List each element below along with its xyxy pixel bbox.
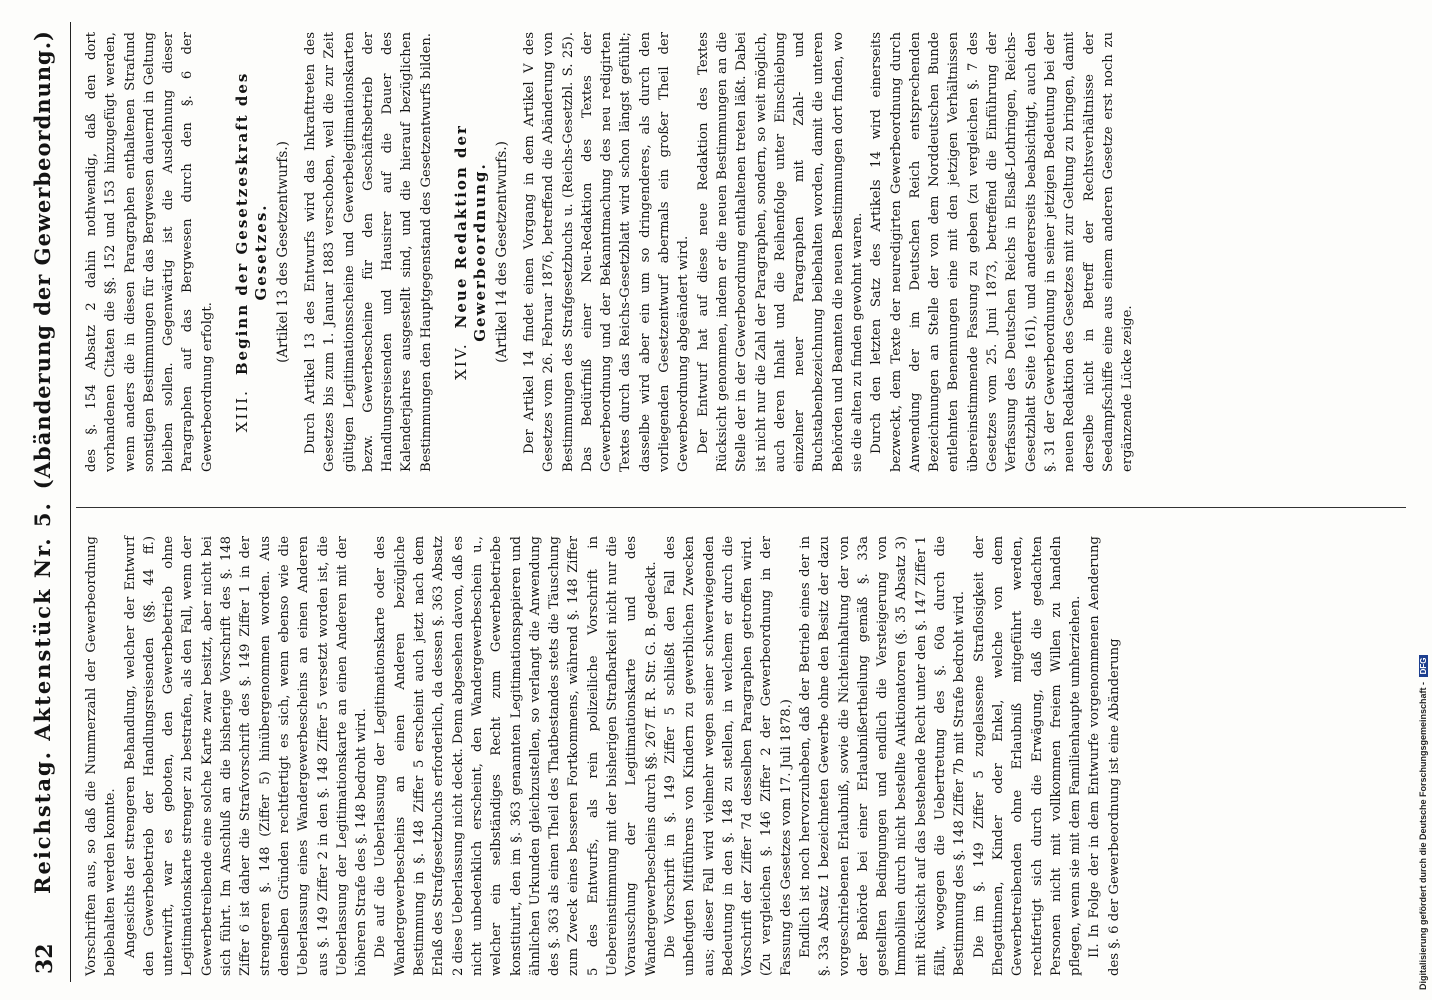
section-subtitle: (Artikel 13 des Gesetzentwurfs.) <box>274 141 291 363</box>
digitization-credit <box>1418 250 1430 990</box>
paragraph: Durch Artikel 13 des Entwurfs wird das Inkrafttreten des Gesetzes bis zum 1. Januar 1883 verschoben, weil die zur Zeit gültigen Legitimationsscheine und Gewerbelegitimationskarten bezw. Gewerbescheine für den Geschäftsbetrieb der Handlungsreisenden und Hausirer auf die Dauer des Kalenderjahres ausgestellt sind, und die hierauf bezüglichen Bestimmungen den Hauptgegenstand des Gesetzentwurfs bilden. <box>302 32 434 472</box>
section-heading-xiii <box>233 32 272 472</box>
column-divider <box>76 507 1406 508</box>
section-subtitle: (Artikel 14 des Gesetzentwurfs.) <box>493 141 510 363</box>
paragraph: Der Entwurf hat auf diese neue Redaktion des Textes Rücksicht genommen, indem er die neuen Bestimmungen an die Stelle der in der Gewerbeordnung enthaltenen treten läßt. Dabei ist nicht nur die Zahl der Paragraphen, sondern, so weit möglich, auch deren Inhalt und die Reihenfolge unter Einschiebung einzelner neuer Paragraphen mit Zahl- und Buchstabenbezeichnung beibehalten worden, damit die unteren Behörden und Beamten die neuen Bestimmungen dort finden, wo sie die alten zu finden gewohnt waren. <box>695 32 865 472</box>
paragraph: Vorschriften aus, so daß die Nummerzahl der Gewerbeordnung beibehalten werden konnte. <box>84 536 119 976</box>
dfg-logo: DFG <box>1419 655 1428 678</box>
paragraph: Der Artikel 14 findet einen Vorgang in dem Artikel V des Gesetzes vom 26. Februar 1876, betreffend die Abänderung von Bestimmungen des Strafgesetzbuchs u. (Reichs-Gesetzbl. S. 25). Das Bedürfniß einer Neu-Redaktion des Textes der Gewerbeordnung und der Bekanntmachung des neu redigirten Textes durch das Reichs-Gesetzblatt wird schon längst gefühlt; dasselbe wird aber ein um so dringenderes, als durch den vorliegenden Gesetzentwurf abermals ein großer Theil der Gewerbeordnung abgeändert wird. <box>521 32 692 472</box>
paragraph: des §. 154 Absatz 2 dahin nothwendig, daß den dort vorhandenen Citaten die §§. 152 und 153 hinzugefügt werden, wenn anders die in diesen Paragraphen enthaltenen Strafund sonstigen Bestimmungen für das Bergwesen dauernd in Geltung bleiben sollen. Gegenwärtig ist die Ausdehnung dieser Paragraphen auf das Bergwesen durch den §. 6 der Gewerbeordnung erfolgt. <box>84 32 215 472</box>
paragraph: Die Vorschrift in §. 149 Ziffer 5 schließt den Fall des unbefugten Mitführens von Kindern zu gewerblichen Zwecken aus; dieser Fall wird vielmehr wegen seiner schwerwiegenden Bedeutung in den §. 148 zu stellen, in welchem er durch die Vorschrift der Ziffer 7d desselben Paragraphen getroffen wird. (Zu vergleichen §. 146 Ziffer 2 der Gewerbeordnung in der Fassung des Gesetzes vom 17. Juli 1878.) <box>662 536 794 976</box>
paragraph: II. In Folge der in dem Entwurfe vorgenommenen Aenderung des §. 6 der Gewerbeordnung ist eine Abänderung <box>1087 536 1122 976</box>
header-title: Reichstag. Aktenstück Nr. 5. <box>30 501 55 894</box>
page-header <box>18 22 71 982</box>
paragraph: Angesichts der strengeren Behandlung, welcher der Entwurf den Gewerbebetrieb der Handlungsreisenden (§§. 44 ff.) unterwirft, war es geboten, den Gewerbebetrieb ohne Legitimationskarte strenger zu bestrafen, als den Fall, wenn der Gewerbetreibende eine solche Karte zwar besitzt, aber nicht bei sich führt. Im Anschluß an die bisherige Vorschrift des §. 148 Ziffer 6 ist daher die Strafvorschrift des §. 149 Ziffer 1 in der strengeren §. 148 (Ziffer 5) hinübergenommen worden. Aus denselben Gründen rechtfertigt es sich, wenn ebenso wie die Ueberlassung eines Wandergewerbescheins an einen Anderen aus §. 149 Ziffer 2 in den §. 148 Ziffer 5 versetzt worden ist, die Ueberlassung der Legitimationskarte an einen Anderen mit der höheren Strafe des §. 148 bedroht wird. <box>122 536 370 976</box>
paragraph: Die im §. 149 Ziffer 5 zugelassene Straflosigkeit der Ehegattinnen, Kinder oder Enkel, welche von dem Gewerbetreibenden ohne Erlaubniß mitgeführt werden, rechtfertigt sich durch die Erwägung, daß die gedachten Personen nicht mit vollkommen freiem Willen zu handeln pflegen, wenn sie mit dem Familienhaupte umherziehen. <box>971 536 1084 976</box>
right-column <box>82 32 1137 472</box>
section-number: XIII. <box>233 389 252 433</box>
paragraph: Endlich ist noch hervorzuheben, daß der Betrieb eines der in §. 33a Absatz 1 bezeichneten Gewerbe ohne den Besitz der dazu vorgeschriebenen Erlaubniß, sowie die Nichteinhaltung der von der Behörde bei einer Erlaubnißertheilung gemäß §. 33a gestellten Bedingungen und endlich die Versteigerung von Immobilien durch nicht bestellte Auktionatoren (§. 35 Absatz 3) mit Rücksicht auf das bestehende Recht unter den §. 147 Ziffer 1 fällt, wogegen die Uebertretung des §. 60a durch die Bestimmung des §. 148 Ziffer 7b mit Strafe bedroht wird. <box>797 536 968 976</box>
credit-text: Digitalisierung gefördert durch die Deutsche Forschungsgemeinschaft - <box>1418 681 1428 990</box>
rotated-document-page <box>18 22 1418 982</box>
left-column <box>82 536 1124 976</box>
section-title: Neue Redaktion der Gewerbeordnung. <box>452 124 490 342</box>
header-subject: (Abänderung der Gewerbeordnung.) <box>30 30 55 490</box>
section-heading-xiv <box>452 32 491 472</box>
page-number: 32 <box>32 943 58 974</box>
section-number: XIV. <box>452 342 471 380</box>
paragraph: Durch den letzten Satz des Artikels 14 wird einerseits bezweckt, dem Texte der neuredigirten Gewerbeordnung durch Anwendung der im Deutschen Reich entsprechenden Bezeichnungen an Stelle der von dem Norddeutschen Bunde entlehnten Benennungen eine mit den jetzigen Verhältnissen übereinstimmende Fassung zu geben (zu vergleichen §. 7 des Gesetzes vom 25. Juni 1873, betreffend die Einführung der Verfassung des Deutschen Reichs in Elsaß-Lothringen, Reichs-Gesetzblatt Seite 161), und andererseits beabsichtigt, auch den §. 31 der Gewerbeordnung in seiner jetzigen Bedeutung bei der neuen Redaktion des Gesetzes mit zur Geltung zu bringen, damit derselbe nicht in Betreff der Rechtsverhältnisse der Seedampfschiffe eine aus einem anderen Gesetze erst noch zu ergänzende Lücke zeige. <box>869 32 1136 472</box>
section-title: Beginn der Gesetzeskraft des Gesetzes. <box>233 71 271 376</box>
paragraph: Die auf die Ueberlassung der Legitimationskarte oder des Wandergewerbescheins an einen Anderen bezügliche Bestimmung in §. 148 Ziffer 5 erscheint auch jetzt nach dem Erlaß des Strafgesetzbuchs erforderlich, da dessen §. 363 Absatz 2 diese Ueberlassung nicht deckt. Denn abgesehen davon, daß es nicht unbedenklich erscheint, den Wandergewerbeschein u., welcher ein selbständiges Recht zum Gewerbebetriebe konstituirt, den im §. 363 genannten Legitimationspapieren und ähnlichen Urkunden gleichzustellen, so verlangt die Anwendung des §. 363 als einen Theil des Thatbestandes stets die Täuschung zum Zweck eines besseren Fortkommens, während §. 148 Ziffer 5 des Entwurfs, als rein polizeiliche Vorschrift in Uebereinstimmung mit der bisherigen Strafbarkeit nicht nur die Vorausschung der Legitimationskarte und des Wandergewerbescheins durch §§. 267 ff. R. Str. G. B. gedeckt. <box>373 535 659 976</box>
